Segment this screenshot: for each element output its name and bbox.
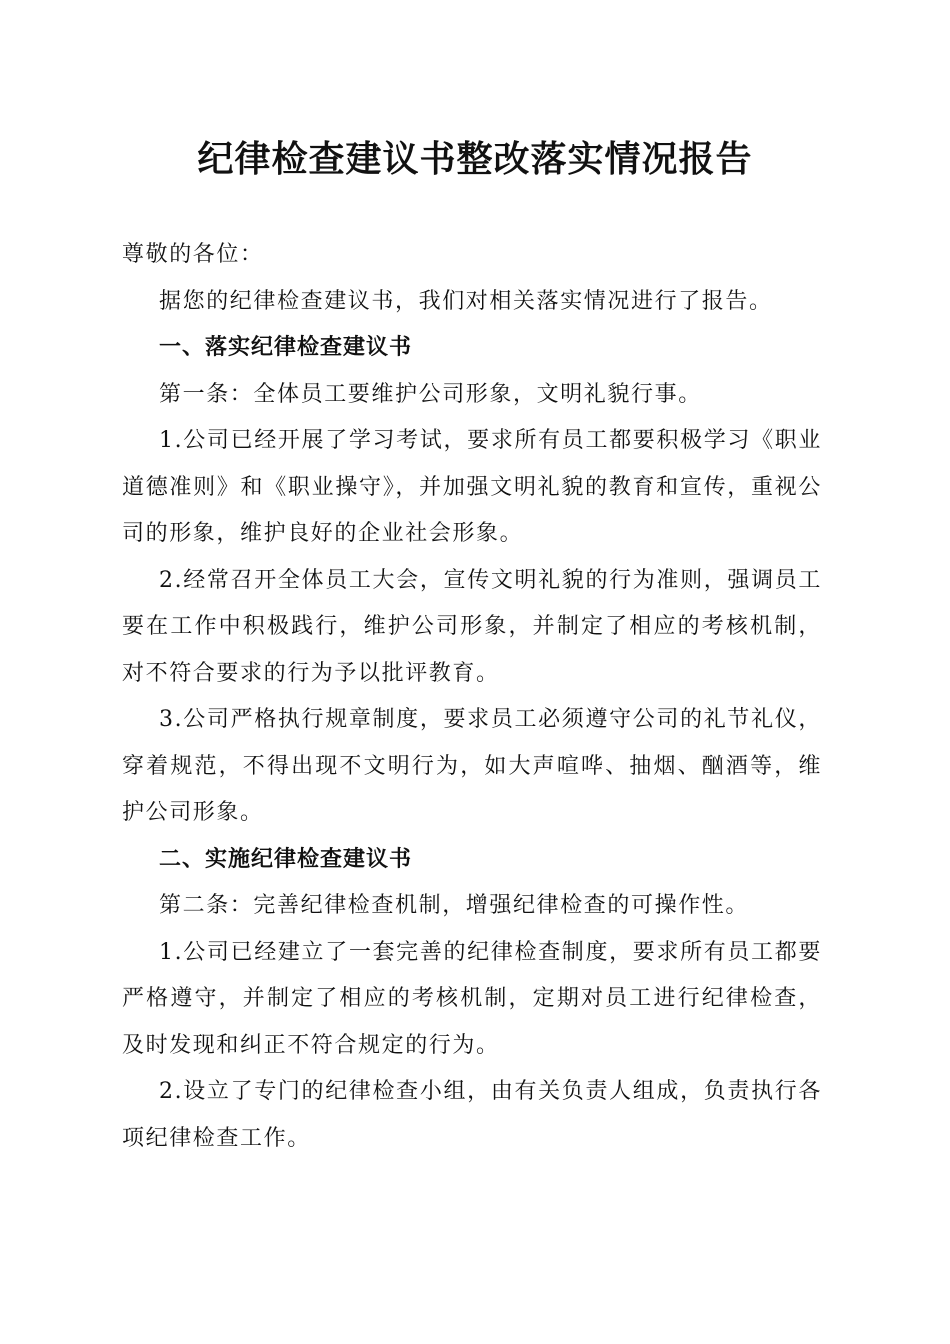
section-1-item-2: 2.经常召开全体员工大会，宣传文明礼貌的行为准则，强调员工要在工作中积极践行，维护公司形象，并制定了相应的考核机制，对不符合要求的行为予以批评教育。 [122, 567, 822, 686]
section-2-item-1: 1.公司已经建立了一套完善的纪律检查制度，要求所有员工都要严格遵守，并制定了相应的考核机制，定期对员工进行纪律检查，及时发现和纠正不符合规定的行为。 [122, 939, 822, 1058]
document-body [122, 232, 822, 1162]
section-1-item-3: 3.公司严格执行规章制度，要求员工必须遵守公司的礼节礼仪，穿着规范，不得出现不文明行为，如大声喧哗、抽烟、酗酒等，维护公司形象。 [122, 707, 822, 825]
section-1-heading: 一、落实纪律检查建议书 [159, 335, 413, 360]
section-1-article: 第一条：全体员工要维护公司形象，文明礼貌行事。 [159, 381, 702, 407]
section-2-heading: 二、实施纪律检查建议书 [159, 846, 413, 872]
section-1-item-1: 1.公司已经开展了学习考试，要求所有员工都要积极学习《职业道德准则》和《职业操守》，并加强文明礼貌的教育和宣传，重视公司的形象，维护良好的企业社会形象。 [122, 428, 822, 546]
section-2-article: 第二条：完善纪律检查机制，增强纪律检查的可操作性。 [159, 893, 750, 918]
salutation: 尊敬的各位： [122, 242, 264, 267]
section-2-item-2: 2.设立了专门的纪律检查小组，由有关负责人组成，负责执行各项纪律检查工作。 [122, 1079, 822, 1151]
intro-paragraph: 据您的纪律检查建议书，我们对相关落实情况进行了报告。 [159, 288, 773, 314]
document-title: 纪律检查建议书整改落实情况报告 [197, 138, 753, 180]
